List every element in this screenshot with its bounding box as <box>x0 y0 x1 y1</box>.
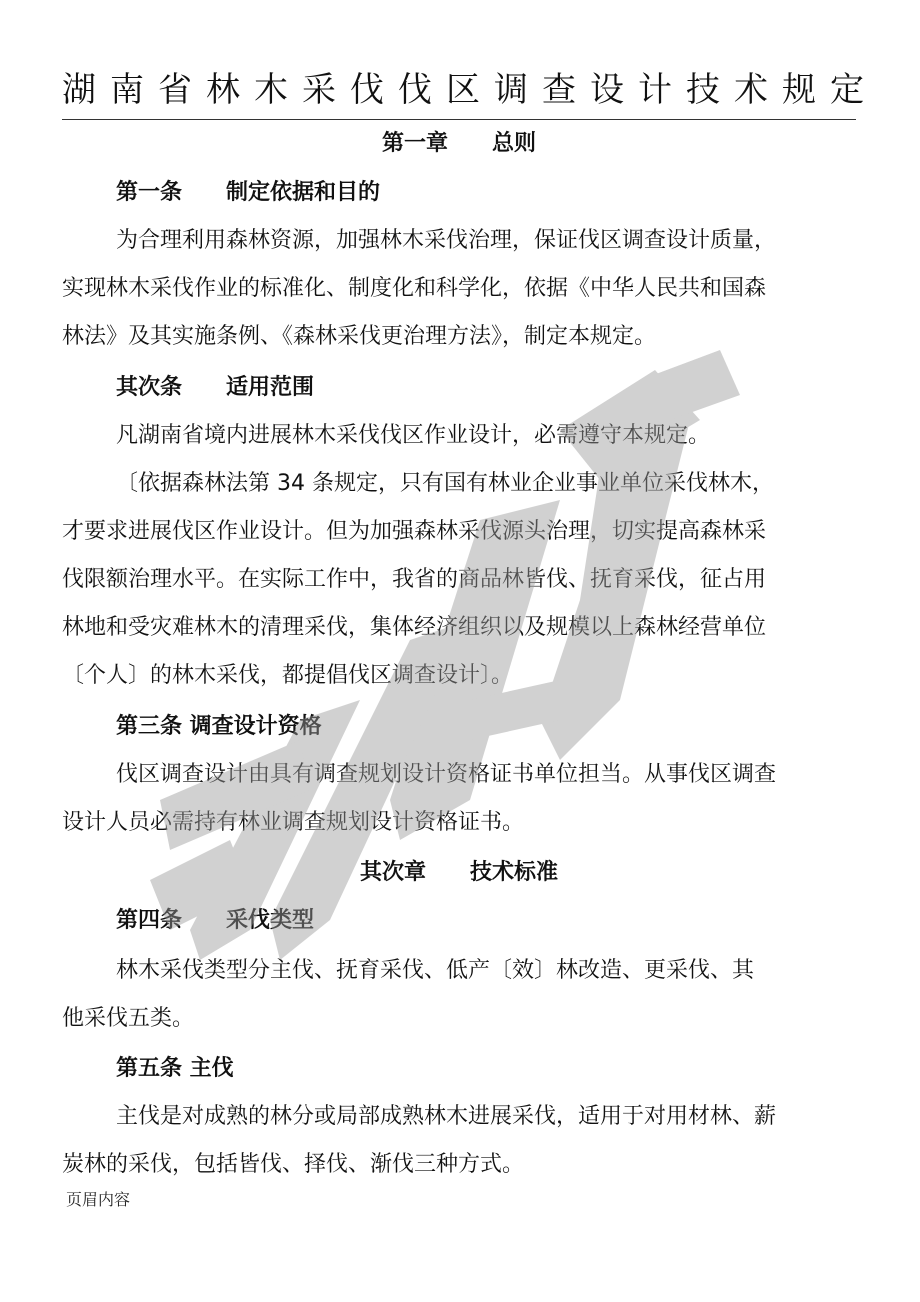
article-heading-3: 第三条 调查设计资格 <box>116 714 322 739</box>
paragraph-line: 伐区调查设计由具有调查规划设计资格证书单位担当。从事伐区调查 <box>116 762 777 787</box>
paragraph-line: 他采伐五类。 <box>62 1006 195 1031</box>
article-heading-1: 第一条 制定依据和目的 <box>116 180 381 205</box>
paragraph-line: 〔依据森林法第 34 条规定，只有国有林业企业事业单位采伐林木， <box>116 471 774 496</box>
article-heading-5: 第五条 主伐 <box>116 1056 234 1081</box>
chapter-heading-2: 其次章 技术标准 <box>359 860 558 885</box>
paragraph-line: 主伐是对成熟的林分或局部成熟林木进展采伐，适用于对用材林、薪 <box>116 1104 777 1129</box>
document-title: 湖南省林木采伐伐区调查设计技术规定 <box>62 70 878 110</box>
title-divider <box>62 119 856 120</box>
page-footer: 页眉内容 <box>66 1190 131 1209</box>
article-heading-2: 其次条 适用范围 <box>116 375 315 400</box>
paragraph-line: 林木采伐类型分主伐、抚育采伐、低产〔效〕林改造、更采伐、其 <box>116 958 755 983</box>
paragraph-line: 〔个人〕的林木采伐，都提倡伐区调查设计〕。 <box>62 663 514 688</box>
paragraph-line: 为合理利用森林资源，加强林木采伐治理，保证伐区调查设计质量， <box>116 228 777 253</box>
paragraph-line: 实现林木采伐作业的标准化、制度化和科学化，依据《中华人民共和国森 <box>62 276 767 301</box>
article-heading-4: 第四条 采伐类型 <box>116 908 315 933</box>
chapter-heading-1: 第一章 总则 <box>381 131 536 156</box>
paragraph-line: 林地和受灾难林木的清理采伐，集体经济组织以及规模以上森林经营单位 <box>62 615 767 640</box>
paragraph-line: 炭林的采伐，包括皆伐、择伐、渐伐三种方式。 <box>62 1152 525 1177</box>
paragraph-line: 林法》及其实施条例、《森林采伐更治理方法》，制定本规定。 <box>62 324 657 349</box>
paragraph-line: 凡湖南省境内进展林木采伐伐区作业设计，必需遵守本规定。 <box>116 423 711 448</box>
paragraph-line: 设计人员必需持有林业调查规划设计资格证书。 <box>62 810 525 835</box>
paragraph-line: 才要求进展伐区作业设计。但为加强森林采伐源头治理，切实提高森林采 <box>62 519 767 544</box>
paragraph-line: 伐限额治理水平。在实际工作中，我省的商品林皆伐、抚育采伐，征占用 <box>62 567 767 592</box>
